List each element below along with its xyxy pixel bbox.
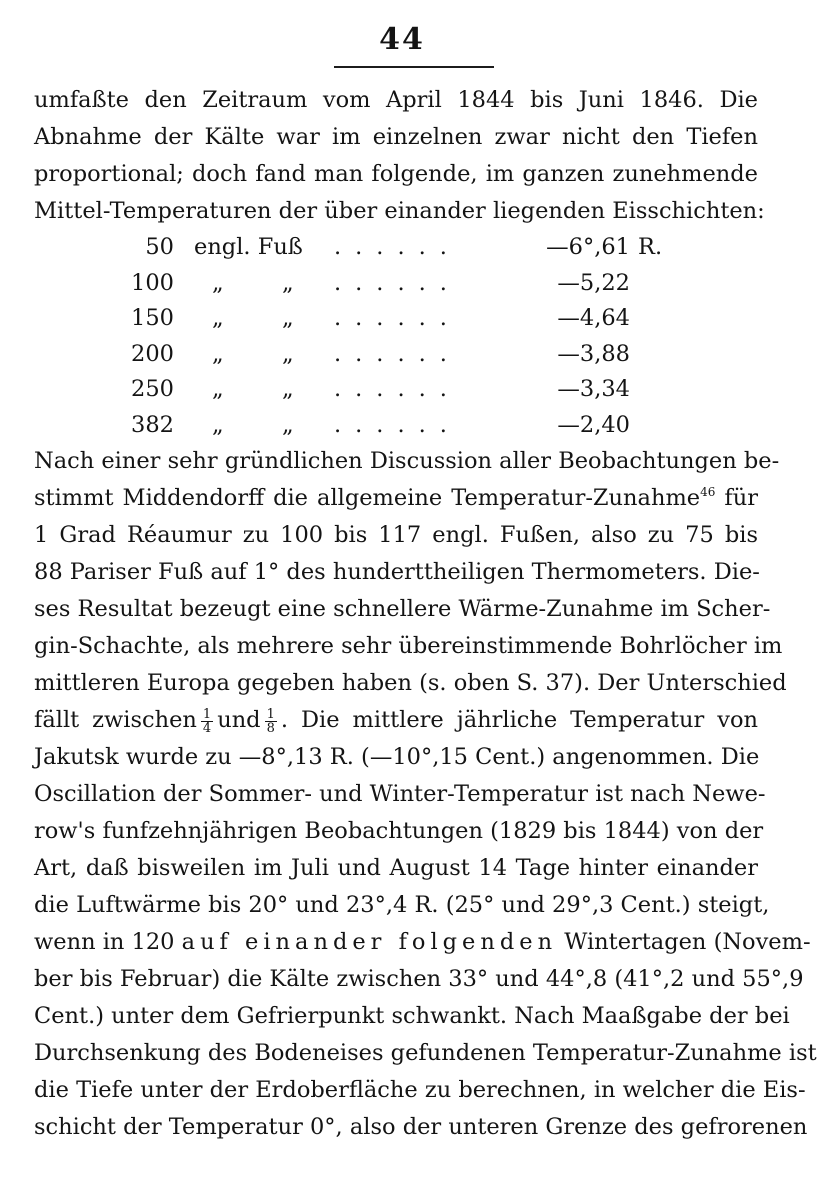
ditto-mark: „	[212, 305, 224, 331]
text-line: Mittel-Temperaturen der über einander liegenden Eisschichten:	[34, 198, 765, 224]
text-line: Durchsenkung des Bodeneises gefundenen Temperatur-Zunahme ist	[34, 1040, 817, 1066]
ditto-mark: „	[212, 376, 224, 402]
text-line: gin-Schachte, als mehrere sehr übereinstimmende Bohrlöcher im	[34, 633, 783, 659]
ditto-mark: „	[212, 411, 224, 438]
leader-dots: ......	[334, 411, 461, 438]
fraction-eighth	[265, 708, 277, 735]
ditto-mark: „	[282, 376, 294, 402]
text-line: ber bis Februar) die Kälte zwischen 33° und 44°,8 (41°,2 und 55°,9	[34, 966, 804, 992]
temperature-cell: —2,40	[557, 411, 630, 438]
temperature-cell: —3,88	[557, 340, 630, 367]
depth-cell: 100	[131, 269, 174, 296]
text-line: Abnahme der Kälte war im einzelnen zwar nicht den Tiefen	[34, 124, 758, 150]
fraction-numerator: 1	[266, 706, 275, 722]
text-line: ses Resultat bezeugt eine schnellere Wärme-Zunahme im Scher-	[34, 596, 771, 622]
ditto-mark: „	[212, 340, 224, 367]
text-line: schicht der Temperatur 0°, also der unteren Grenze des gefrorenen	[34, 1114, 808, 1140]
page-number: 44	[379, 22, 425, 57]
ditto-mark: „	[212, 269, 224, 296]
text-line: 88 Pariser Fuß auf 1° des hunderttheiligen Thermometers. Die-	[34, 559, 760, 585]
text-line: 1 Grad Réaumur zu 100 bis 117 engl. Fußen, also zu 75 bis	[34, 522, 758, 548]
leader-dots: ......	[334, 340, 461, 367]
temperature-cell: —6°,61	[546, 234, 630, 260]
text-line: die Luftwärme bis 20° und 23°,4 R. (25° und 29°,3 Cent.) steigt,	[34, 892, 770, 918]
depth-cell: 150	[131, 305, 174, 331]
depth-cell: 250	[131, 376, 174, 402]
text-line: Nach einer sehr gründlichen Discussion aller Beobachtungen be-	[34, 448, 780, 474]
emphasized-text: auf einander folgenden	[181, 929, 558, 955]
text-line	[34, 480, 758, 517]
text-fragment: stimmt Middendorff die allgemeine Temperatur-Zunahme	[34, 485, 701, 511]
temperature-cell: —5,22	[557, 269, 630, 296]
text-fragment: und	[217, 707, 261, 733]
table-row	[34, 408, 758, 444]
text-line: Jakutsk wurde zu —8°,13 R. (—10°,15 Cent.) angenommen. Die	[34, 744, 760, 770]
leader-dots: ......	[334, 234, 461, 260]
header-rule	[334, 66, 494, 68]
table-row	[34, 372, 758, 408]
depth-cell: 50	[145, 234, 174, 260]
table-row	[34, 266, 758, 302]
footnote-marker: 46	[700, 485, 716, 499]
leader-dots: ......	[334, 305, 461, 331]
unit-cell: engl. Fuß	[194, 234, 303, 260]
depth-cell: 200	[131, 340, 174, 367]
fraction-quarter	[201, 708, 213, 735]
ditto-mark: „	[282, 340, 294, 367]
ditto-mark: „	[282, 411, 294, 438]
fraction-numerator: 1	[202, 706, 212, 722]
leader-dots: ......	[334, 376, 461, 402]
depth-cell: 382	[131, 411, 174, 438]
text-line: Oscillation der Sommer- und Winter-Temperatur ist nach Newe-	[34, 781, 766, 807]
text-line: mittleren Europa gegeben haben (s. oben S. 37). Der Unterschied	[34, 670, 787, 696]
leader-dots: ......	[334, 269, 461, 296]
text-fragment: wenn in 120	[34, 929, 182, 955]
ditto-mark: „	[282, 269, 294, 296]
text-fragment: Wintertagen (Novem-	[557, 929, 811, 955]
text-line: Cent.) unter dem Gefrierpunkt schwankt. Nach Maaßgabe der bei	[34, 1003, 790, 1029]
fraction-denominator: 8	[266, 720, 275, 736]
text-line	[34, 924, 811, 961]
temperature-cell: —4,64	[557, 305, 630, 331]
table-row	[34, 301, 758, 337]
text-fragment: fällt zwischen	[34, 707, 197, 733]
temperature-table	[34, 230, 758, 443]
text-line: Art, daß bisweilen im Juli und August 14 Tage hinter einander	[34, 855, 758, 881]
ditto-mark: „	[282, 305, 294, 331]
table-row	[34, 337, 758, 373]
table-row	[34, 230, 758, 266]
fraction-denominator: 4	[202, 720, 212, 736]
scale-cell: R.	[638, 234, 663, 260]
text-line: row's funfzehnjährigen Beobachtungen (1829 bis 1844) von der	[34, 818, 764, 844]
temperature-cell: —3,34	[557, 376, 630, 402]
text-line	[34, 702, 758, 739]
text-fragment: . Die mittlere jährliche Temperatur von	[280, 707, 758, 733]
text-line: die Tiefe unter der Erdoberfläche zu berechnen, in welcher die Eis-	[34, 1077, 806, 1103]
text-fragment: für	[715, 485, 758, 511]
text-line: proportional; doch fand man folgende, im ganzen zunehmende	[34, 161, 758, 187]
text-line: umfaßte den Zeitraum vom April 1844 bis Juni 1846. Die	[34, 87, 758, 113]
